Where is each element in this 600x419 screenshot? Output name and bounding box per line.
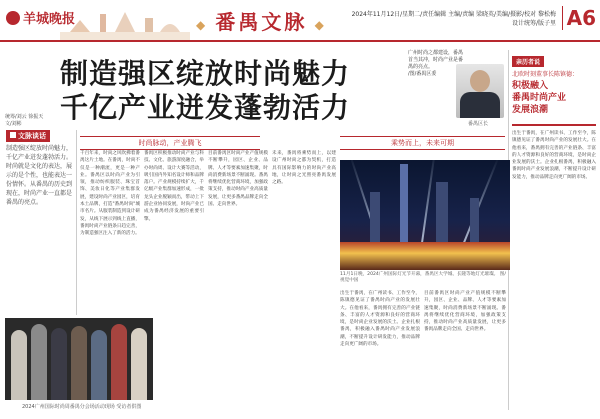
section-heading-left: 时尚脉动，产业腾飞 (80, 136, 260, 150)
city-photo-caption: 11月1日晚，2024广州国际灯光节开幕，番禺区大学城、长隆等地灯光璀璨。 图/视觉中国 (340, 272, 506, 283)
tower-3 (436, 182, 448, 242)
pull-quote-text: 广州时尚之都建设，番禺首当其冲，时尚产业是番禺的亮点。 (408, 50, 464, 70)
fashion-photo-caption: 2024广州国际时尚周番禺分会场活动现场 受访者供图 (22, 404, 142, 410)
article-column-5: 出生于番禺，在广州读书、工作至今，陈镇德见证了番禺时尚产业的发展壮大。在他看来，番禺拥有完善的产业链条、丰富的人才资源和良好的营商环境，是时尚企业发展的沃土。企业扎根番禺，积极融入番禺时尚产业发展浪潮，不断提升设计研发能力，推动品牌走向更广阔的市场。 (340, 291, 420, 348)
tower-4 (470, 198, 479, 242)
logo-emblem-icon (6, 11, 20, 25)
model-figure-4 (71, 326, 87, 400)
issue-line-1: 2024年11月12日/星期二/责任编辑 主编/责编 梁晓英/美编/摄影/校对 黎松梅 (351, 11, 556, 18)
light-show-stage (340, 242, 510, 270)
headline (60, 57, 350, 125)
tower-1 (370, 192, 380, 242)
article-column-2: 番禺区积极推动时尚产业与科技、文化、旅游深度融合，举办时尚周、设计大赛等活动，吸引国内外知名设计师和品牌落户。产业规模持续扩大，千亿级产业集群加速形成，一批龙头企业脱颖而出，带动上下游企业协同发展，时尚产业已成为番禺经济发展的重要引擎。 (144, 151, 204, 222)
byline-line-2: 文/刘彬 (5, 121, 22, 127)
right-box-tag: 亲历者说 (512, 56, 544, 67)
article-column-3: 目前番禺区时尚产业产值规模不断攀升，园区、企业、品牌、人才等要素加速集聚，时尚消费新场景不断涌现。番禺将继续优化营商环境，加强政策支持，推动时尚产业高质量发展，让更多番禺品牌走向全国、走向世界。 (208, 151, 268, 208)
light-beam-2 (420, 160, 436, 250)
model-figure-1 (11, 330, 27, 400)
byline (5, 114, 43, 128)
model-figure-2 (31, 324, 47, 400)
sidebar-text: 制造强区绽放时尚魅力，千亿产业迸发蓬勃活力。时尚就是文化的表达，展示的是个性，也能表达一份情怀。从番禺的历史到现在，时尚产业一直都是番禺的亮点。 (6, 145, 73, 206)
skyline-illustration (60, 2, 190, 40)
right-box-h3: 番禺时尚产业 (512, 93, 567, 103)
right-box-h4: 发展浪潮 (512, 105, 549, 115)
sidebar-tag-text: 文脉谈话 (18, 132, 46, 140)
column-deco-right: ◆ (307, 18, 327, 32)
byline-line-1: 统筹/刘云 徐振天 (5, 114, 44, 120)
article-column-4: 未来，番禺将乘势而上，以建设广州时尚之都为契机，打造具有国际影响力的时尚产业高地，让时尚之光照亮番禺发展之路。 (272, 151, 336, 186)
right-box-h1: 北欧时刻董事长陈镇德： (512, 71, 579, 78)
paper-name: 羊城晚报 (23, 12, 76, 27)
pull-quote-attribution: /图/番禺区委 (408, 71, 437, 77)
article-column-1: 千百年来，时尚之风吹拂着番禺这片土地。在番禺，时尚不仅是一种潮流，更是一种产业。番禺区以时尚产业为引领，推动纺织服装、珠宝首饰、美妆日化等产业集群发展，建设时尚产业园区，培育本土品牌，打造"番禺时尚"城市名片。从服装制造到设计研发，从线下展示到线上直播，番禺时尚产业链条日趋完善，为制造强区注入了新的活力。 (80, 151, 140, 237)
sidebar-tag (6, 130, 50, 142)
portrait-caption: 番禺区长 (468, 121, 489, 127)
fashion-show-photo (5, 318, 153, 400)
portrait-suit (460, 92, 500, 118)
model-figure-6 (111, 324, 127, 400)
page-number: A6 (562, 6, 596, 30)
city-night-photo (340, 160, 510, 270)
tower-2 (400, 164, 408, 242)
column-deco-left: ◆ (196, 18, 216, 32)
light-beam-3 (460, 160, 499, 250)
right-box-text: 出生于番禺，在广州读书、工作至今，陈镇德见证了番禺时尚产业的发展壮大。在他看来，番禺拥有完善的产业链条、丰富的人才资源和良好的营商环境，是时尚企业发展的沃土。企业扎根番禺，积极融入番禺时尚产业发展浪潮，不断提升设计研发能力，推动品牌走向更广阔的市场。 (512, 131, 596, 180)
issue-line-2: 设计统筹/版子里 (511, 20, 556, 27)
headline-line-2: 千亿产业迸发蓬勃活力 (60, 91, 351, 124)
tag-square-icon (10, 132, 16, 138)
issue-info (286, 10, 556, 28)
right-box-headline (512, 70, 596, 116)
model-figure-3 (51, 328, 67, 400)
section-heading-right: 乘势而上，未来可期 (340, 136, 505, 150)
masthead (0, 0, 600, 42)
right-box-rule (512, 124, 596, 126)
headline-line-1: 制造强区绽放时尚魅力 (60, 57, 351, 90)
article-column-6: 目前番禺区时尚产业产值规模不断攀升，园区、企业、品牌、人才等要素加速集聚，时尚消费新场景不断涌现。番禺将继续优化营商环境，加强政策支持，推动时尚产业高质量发展，让更多番禺品牌走向全国、走向世界。 (424, 291, 506, 333)
right-box-h2: 积极融入 (512, 81, 549, 91)
model-figure-5 (91, 330, 107, 400)
portrait-head (470, 70, 490, 92)
model-figure-7 (131, 328, 147, 400)
column-divider-1 (76, 130, 77, 315)
portrait-photo (456, 64, 504, 118)
column-title-text: 番禺文脉 (215, 10, 308, 34)
